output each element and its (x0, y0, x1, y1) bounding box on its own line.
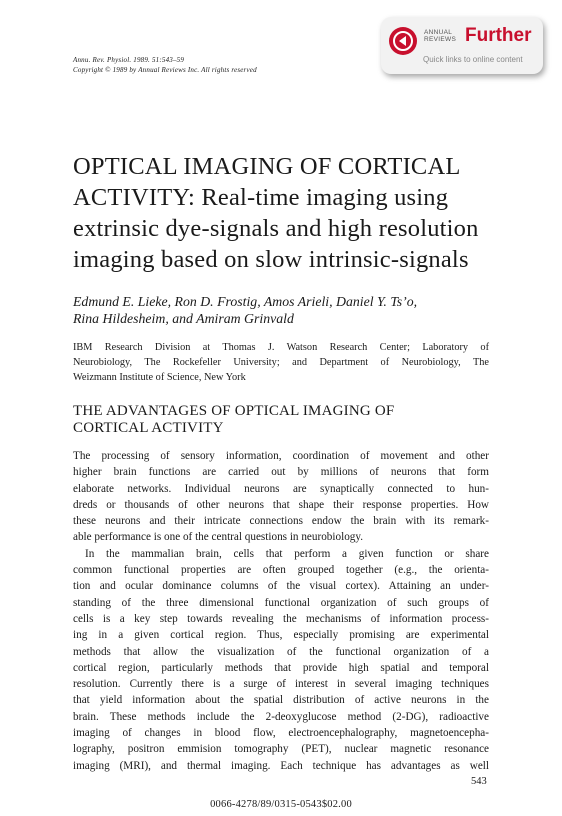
annual-reviews-logo-text (424, 29, 456, 43)
body-line: tion and ocular dominance columns of the visual cortex). Attaining an under- (73, 580, 489, 593)
body-line: higher brain functions are carried out by millions of neurons that form (73, 466, 489, 479)
body-line: methods that allow the visualization of the functional organization of a (73, 645, 489, 658)
body-line: standing of the three dimensional functional organization of such groups of (73, 596, 489, 609)
title-line: ACTIVITY: Real-time imaging using (73, 184, 449, 211)
article-title (73, 151, 543, 275)
body-line: resolution. Currently there is a surge of interest in several imaging techniques (73, 678, 489, 691)
brand-word-annual: ANNUAL (424, 29, 453, 36)
affiliation-line: IBM Research Division at Thomas J. Watson Research Center; Laboratory of (73, 342, 489, 353)
copyright-line: Copyright © 1989 by Annual Reviews Inc. All rights reserved (73, 66, 257, 74)
section-heading-line: THE ADVANTAGES OF OPTICAL IMAGING OF (73, 403, 395, 419)
journal-citation (73, 55, 257, 75)
author-affiliation (73, 340, 489, 385)
body-line: ing in a given cortical region. Thus, especially promising are experimental (73, 629, 489, 642)
affiliation-line: Weizmann Institute of Science, New York (73, 372, 246, 383)
body-line: lography, positron emmision tomography (PET), nuclear magnetic resonance (73, 743, 489, 756)
body-line: In the mammalian brain, cells that perform a given function or share (85, 547, 489, 560)
page-number: 543 (471, 776, 487, 787)
play-back-arrow-icon (389, 27, 417, 55)
title-line: extrinsic dye-signals and high resolution (73, 215, 479, 242)
journal-citation-line: Annu. Rev. Physiol. 1989. 51:543–59 (73, 56, 185, 64)
body-line: these neurons and their intricate connections endow the brain with its remark- (73, 515, 489, 528)
body-line: elaborate networks. Individual neurons are synaptically connected to hun- (73, 482, 489, 495)
body-line: imaging (MRI), and thermal imaging. Each technique has advantages as well (73, 759, 489, 772)
title-line: OPTICAL IMAGING OF CORTICAL (73, 153, 461, 180)
body-line: imaging of changes in blood flow, electroencephalography, magnetoencepha- (73, 727, 489, 740)
body-line: common functional properties are often grouped together (e.g., the orienta- (73, 564, 489, 577)
brand-word-reviews: REVIEWS (424, 36, 457, 43)
body-line: dreds or thousands of other neurons that shape their response properties. How (73, 498, 489, 511)
affiliation-line: Neurobiology, The Rockefeller University; and Department of Neurobiology, The (73, 357, 489, 368)
body-line: The processing of sensory information, coordination of movement and other (73, 450, 489, 462)
body-line: brain. These methods include the 2-deoxyglucose method (2-DG), radioactive (73, 710, 489, 723)
body-line: cells is a key step towards revealing the mechanisms of information process- (73, 612, 489, 625)
article-authors (73, 293, 417, 327)
further-tagline: Quick links to online content (423, 55, 523, 64)
body-line: able performance is one of the central questions in neurobiology. (73, 531, 364, 544)
further-wordmark: Further (465, 25, 532, 46)
body-line: that yield information about the spatial distribution of active neurons in the (73, 694, 489, 707)
body-text (73, 448, 489, 774)
section-heading-line: CORTICAL ACTIVITY (73, 420, 224, 436)
authors-line: Rina Hildesheim, and Amiram Grinvald (73, 311, 294, 326)
title-line: imaging based on slow intrinsic-signals (73, 246, 469, 273)
authors-line: Edmund E. Lieke, Ron D. Frostig, Amos Arieli, Daniel Y. Ts’o, (73, 294, 418, 309)
section-heading (73, 403, 394, 437)
body-line: cortical region, particularly methods that provide high spatial and temporal (73, 661, 489, 674)
annual-reviews-further-badge[interactable] (381, 17, 543, 74)
article-code: 0066-4278/89/0315-0543$02.00 (210, 799, 352, 810)
